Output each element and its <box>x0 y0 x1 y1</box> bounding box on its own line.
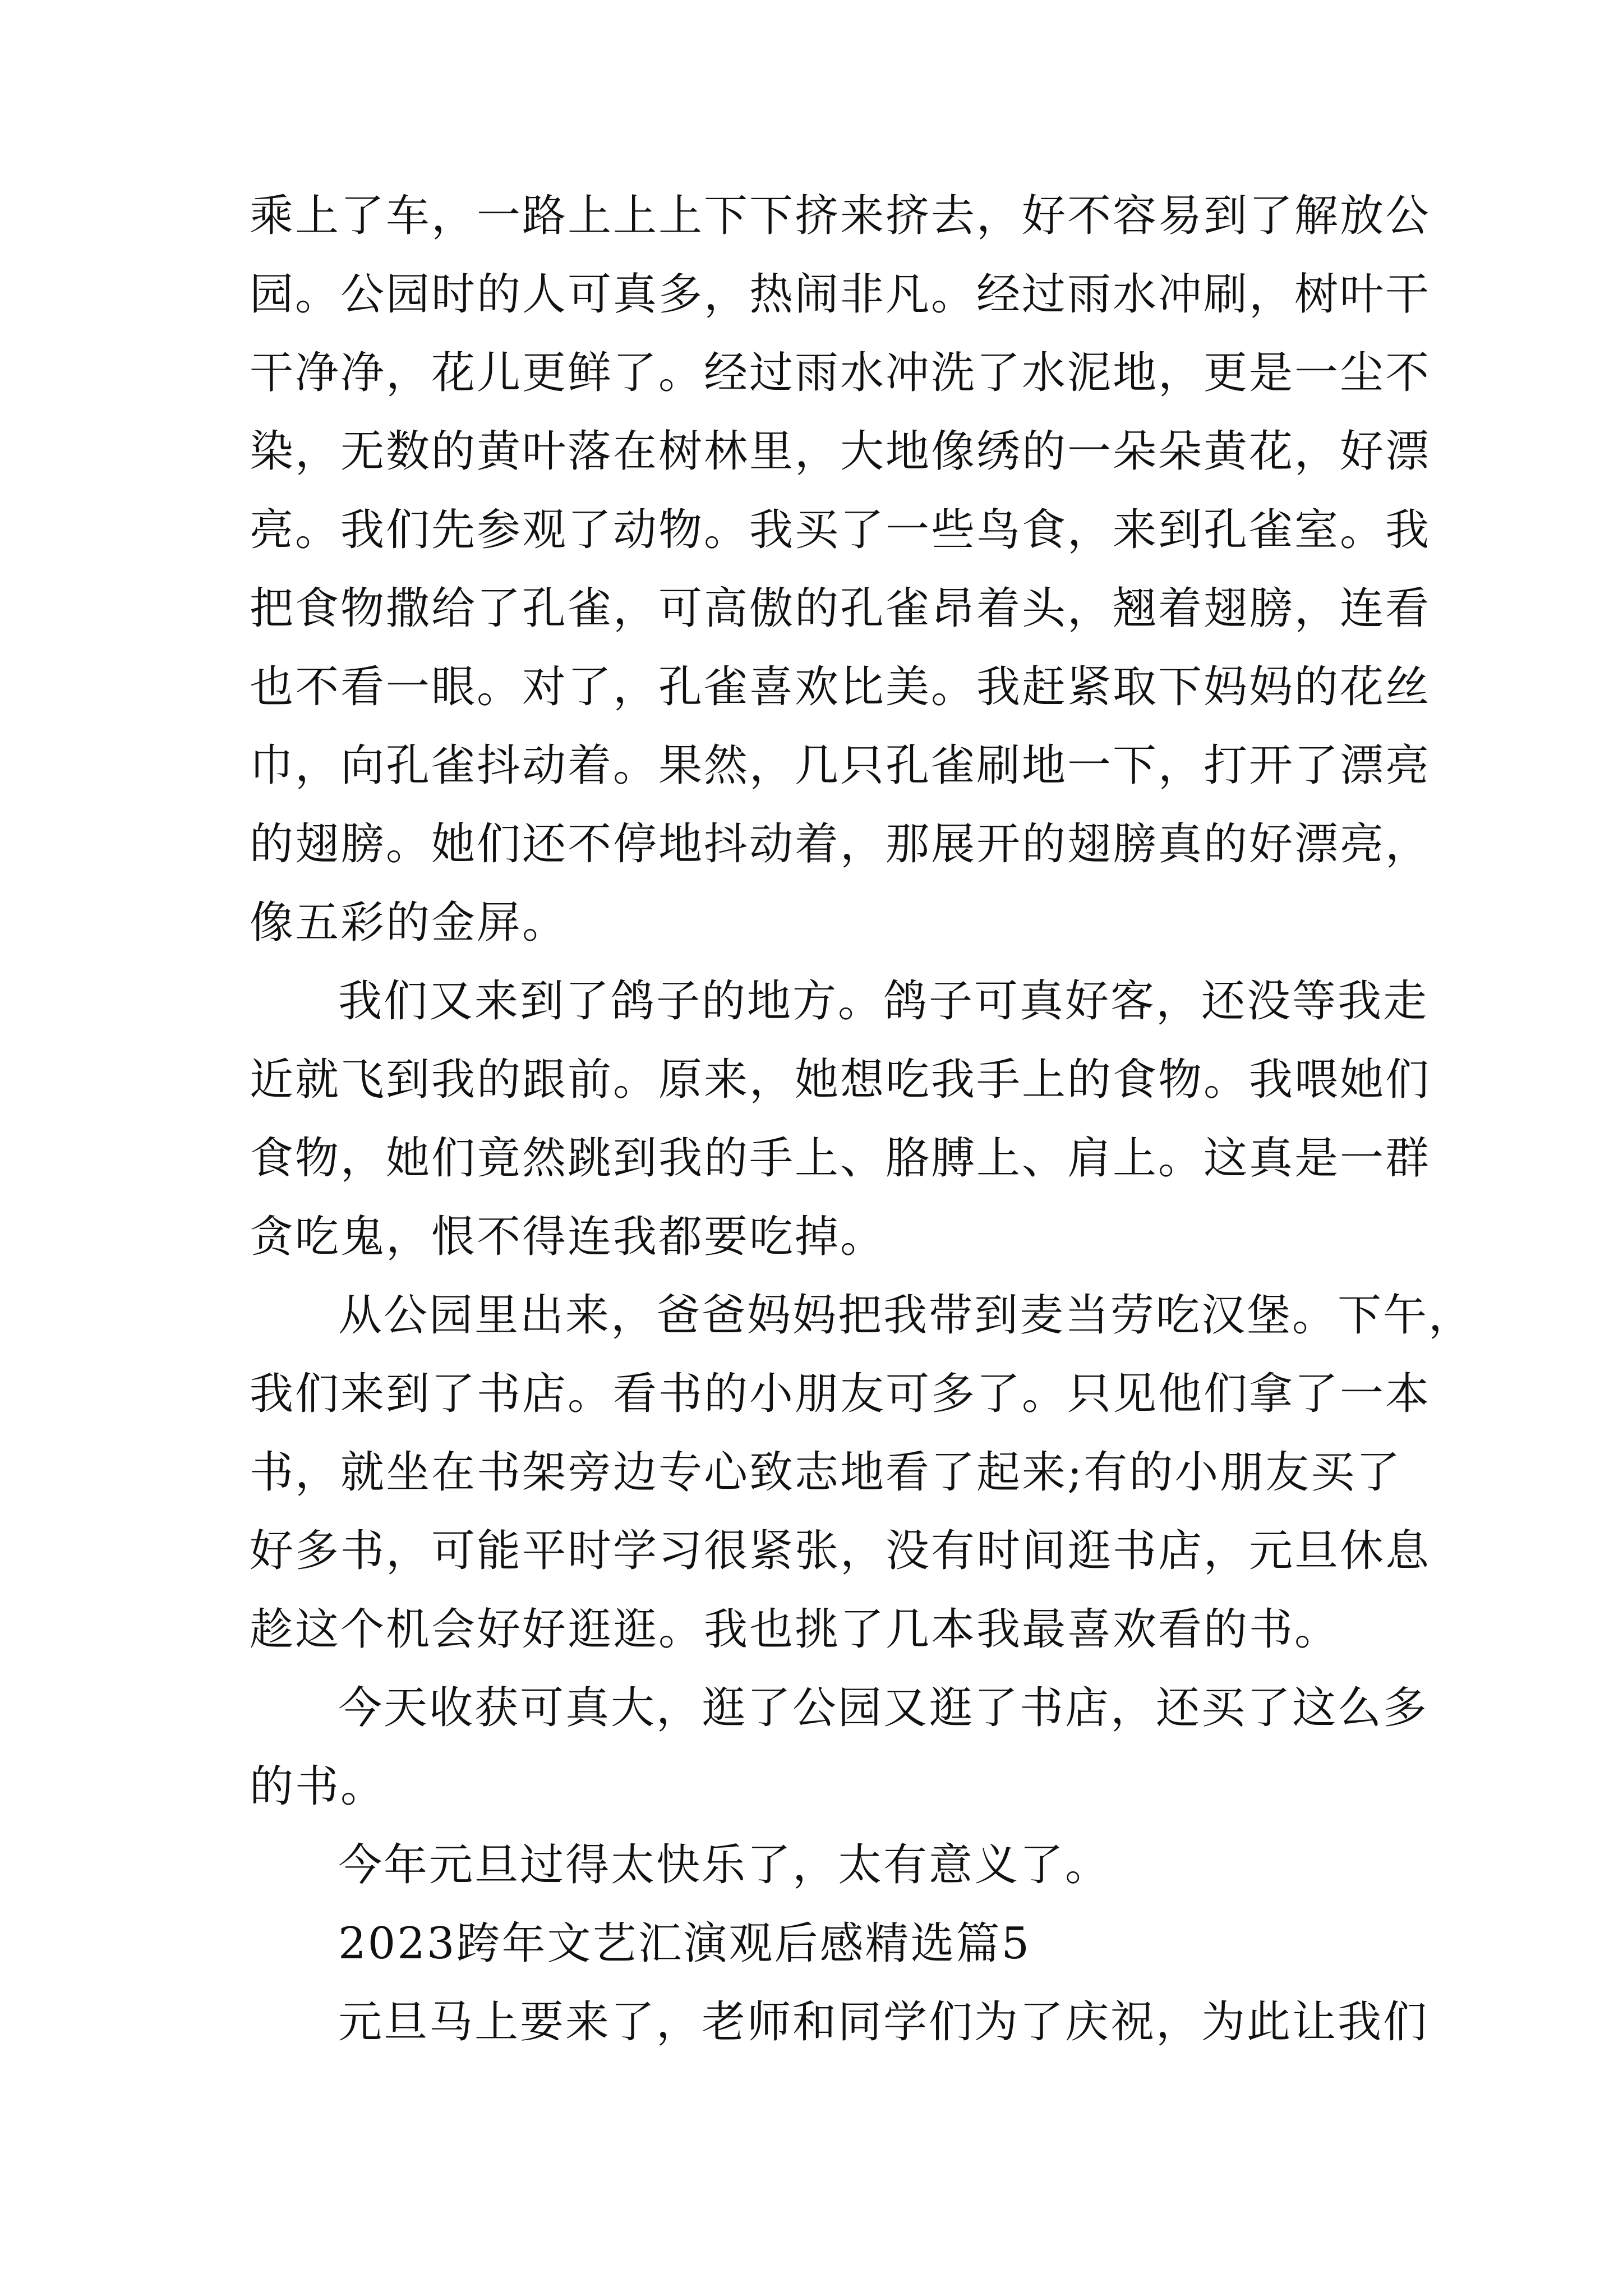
text-line: 也不看一眼。对了，孔雀喜欢比美。我赶紧取下妈妈的花丝 <box>250 662 1431 712</box>
text-line: 近就飞到我的跟前。原来，她想吃我手上的食物。我喂她们 <box>250 1055 1431 1105</box>
text-line: 染，无数的黄叶落在树林里，大地像绣的一朵朵黄花，好漂 <box>250 426 1431 477</box>
text-line: 我们来到了书店。看书的小朋友可多了。只见他们拿了一本 <box>250 1369 1431 1419</box>
text-line: 趁这个机会好好逛逛。我也挑了几本我最喜欢看的书。 <box>250 1604 1340 1655</box>
paragraph-first-line: 今天收获可真大，逛了公园又逛了书店，还买了这么多 <box>338 1683 1429 1733</box>
section-heading: 2023跨年文艺汇演观后感精选篇5 <box>338 1918 1031 1969</box>
paragraph-first-line: 从公园里出来，爸爸妈妈把我带到麦当劳吃汉堡。下午， <box>338 1290 1474 1341</box>
text-line: 像五彩的金屏。 <box>250 898 568 948</box>
text-line: 食物，她们竟然跳到我的手上、胳膊上、肩上。这真是一群 <box>250 1133 1431 1184</box>
text-line: 的书。 <box>250 1761 386 1812</box>
text-line: 好多书，可能平时学习很紧张，没有时间逛书店，元旦休息 <box>250 1526 1431 1576</box>
text-line: 的翅膀。她们还不停地抖动着，那展开的翅膀真的好漂亮， <box>250 819 1431 869</box>
text-line: 巾，向孔雀抖动着。果然，几只孔雀刷地一下，打开了漂亮 <box>250 740 1431 791</box>
text-line: 乘上了车，一路上上上下下挤来挤去，好不容易到了解放公 <box>250 191 1431 241</box>
paragraph-first-line: 元旦马上要来了，老师和同学们为了庆祝，为此让我们 <box>338 1997 1429 2047</box>
text-line: 园。公园时的人可真多，热闹非凡。经过雨水冲刷，树叶干 <box>250 269 1431 320</box>
text-line: 亮。我们先参观了动物。我买了一些鸟食，来到孔雀室。我 <box>250 505 1431 555</box>
text-line: 书，就坐在书架旁边专心致志地看了起来;有的小朋友买了 <box>250 1447 1402 1498</box>
paragraph-first-line: 我们又来到了鸽子的地方。鸽子可真好客，还没等我走 <box>338 976 1429 1027</box>
text-line: 贪吃鬼，恨不得连我都要吃掉。 <box>250 1212 886 1262</box>
text-line: 把食物撒给了孔雀，可高傲的孔雀昂着头，翘着翅膀，连看 <box>250 583 1431 634</box>
paragraph-first-line: 今年元旦过得太快乐了，太有意义了。 <box>338 1840 1111 1890</box>
text-line: 干净净，花儿更鲜了。经过雨水冲洗了水泥地，更是一尘不 <box>250 348 1431 398</box>
